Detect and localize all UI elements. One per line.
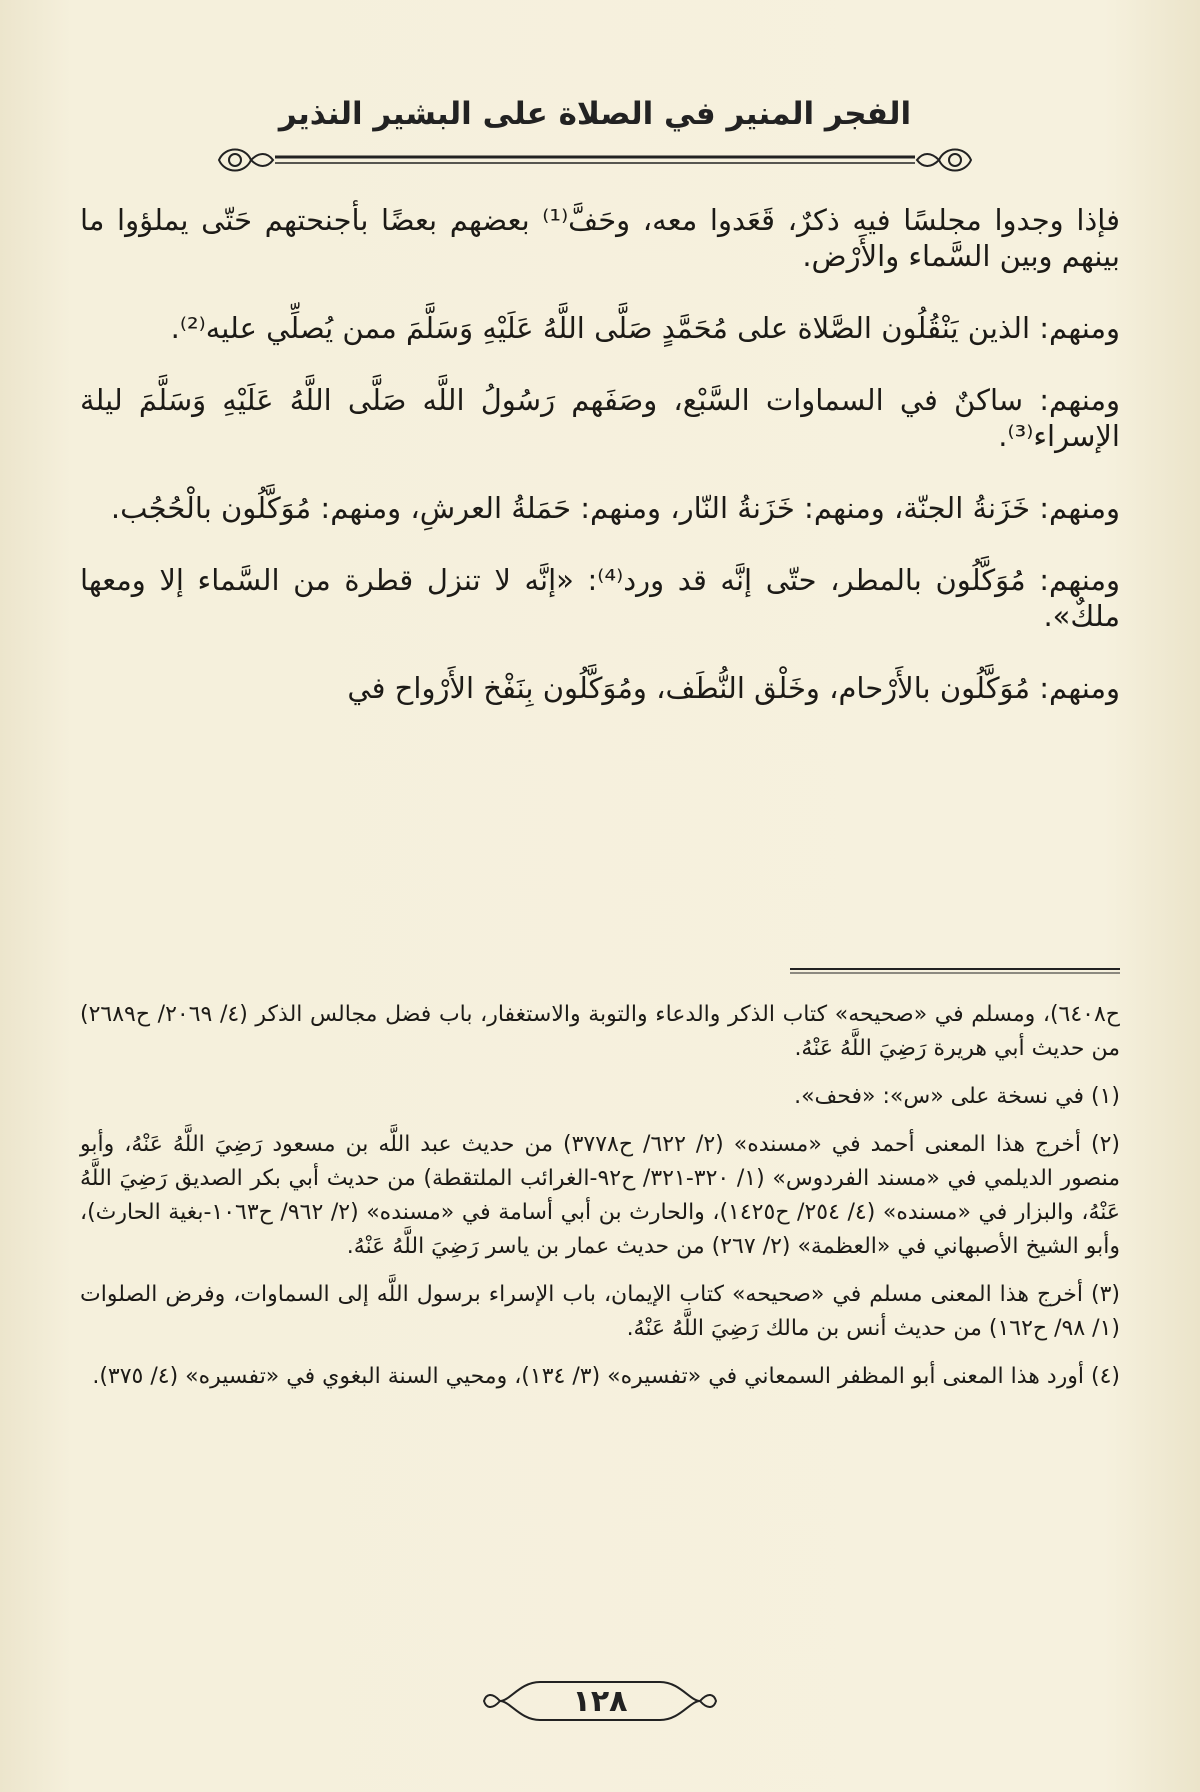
footnote-divider xyxy=(790,966,1120,976)
main-text xyxy=(80,202,1120,742)
footnote-4: (٤) أورد هذا المعنى أبو المظفر السمعاني في «تفسيره» (٣/ ١٣٤)، ومحيي السنة البغوي في «تفسيره» (٤/ ٣٧٥). xyxy=(92,1364,1120,1389)
footnote-continued: ح٦٤٠٨)، ومسلم في «صحيحه» كتاب الذكر والدعاء والتوبة والاستغفار، باب فضل مجالس الذكر (٤/ ٢٠٦٩/ ح٢٦٨٩) من حديث أبي هريرة رَضِيَ اللَّهُ عَنْهُ. xyxy=(80,1002,1120,1061)
main-paragraph-2: ومنهم: الذين يَنْقُلُون الصَّلاة على مُحَمَّدٍ صَلَّى اللَّهُ عَلَيْهِ وَسَلَّمَ ممن يُصلِّي عليه⁽²⁾. xyxy=(170,311,1120,345)
main-paragraph-5: ومنهم: مُوَكَّلُون بالمطر، حتّى إنَّه قد ورد⁽⁴⁾: «إنَّه لا تنزل قطرة من السَّماء إلا ومعها ملكٌ». xyxy=(80,563,1120,633)
page-number: ١٢٨ xyxy=(572,1684,628,1719)
header-ornament-rule xyxy=(215,140,975,180)
main-paragraph-3: ومنهم: ساكنٌ في السماوات السَّبْع، وصَفَهم رَسُولُ اللَّه صَلَّى اللَّهُ عَلَيْهِ وَسَلَّمَ ليلة الإسراء⁽³⁾. xyxy=(80,383,1120,453)
main-paragraph-4: ومنهم: خَزَنةُ الجنّة، ومنهم: خَزَنةُ النّار، ومنهم: حَمَلةُ العرشِ، ومنهم: مُوَكَّلُون بالْحُجُب. xyxy=(110,491,1120,525)
footnote-3: (٣) أخرج هذا المعنى مسلم في «صحيحه» كتاب الإيمان، باب الإسراء برسول اللَّه إلى السماوات، وفرض الصلوات (١/ ٩٨/ ح١٦٢) من حديث أنس بن مالك رَضِيَ اللَّهُ عَنْهُ. xyxy=(80,1282,1120,1341)
footnote-2: (٢) أخرج هذا المعنى أحمد في «مسنده» (٢/ ٦٢٢/ ح٣٧٧٨) من حديث عبد اللَّه بن مسعود رَضِيَ اللَّهُ عَنْهُ، وأبو منصور الديلمي في «مسند الفردوس» (١/ ٣٢٠-٣٢١/ ح٩٢-الغرائب الملتقطة) من حديث أبي بكر الصديق رَضِيَ اللَّهُ عَنْهُ، والبزار في «مسنده» (٤/ ٢٥٤/ ح١٤٢٥)، والحارث بن أبي أسامة في «مسنده» (٢/ ٩٦٢/ ح١٠٦٣-بغية الحارث)، وأبو الشيخ الأصبهاني في «العظمة» (٢/ ٢٦٧) من حديث عمار بن ياسر رَضِيَ اللَّهُ عَنْهُ. xyxy=(80,1132,1121,1259)
running-header: الفجر المنير في الصلاة على البشير النذير xyxy=(278,96,912,132)
footnote-1: (١) في نسخة على «س»: «فحف». xyxy=(794,1084,1120,1109)
main-paragraph-1: فإذا وجدوا مجلسًا فيه ذكرٌ، قَعَدوا معه، وحَفَّ⁽¹⁾ بعضهم بعضًا بأجنحتهم حَتّى يملؤوا ما بينهم وبين السَّماء والأَرْض. xyxy=(80,203,1120,273)
main-paragraph-6: ومنهم: مُوَكَّلُون بالأَرْحام، وخَلْق النُّطَف، ومُوَكَّلُون بِنَفْخ الأَرْواح في xyxy=(347,671,1120,705)
page-number-frame xyxy=(480,1674,720,1728)
footnotes xyxy=(80,998,1120,1408)
